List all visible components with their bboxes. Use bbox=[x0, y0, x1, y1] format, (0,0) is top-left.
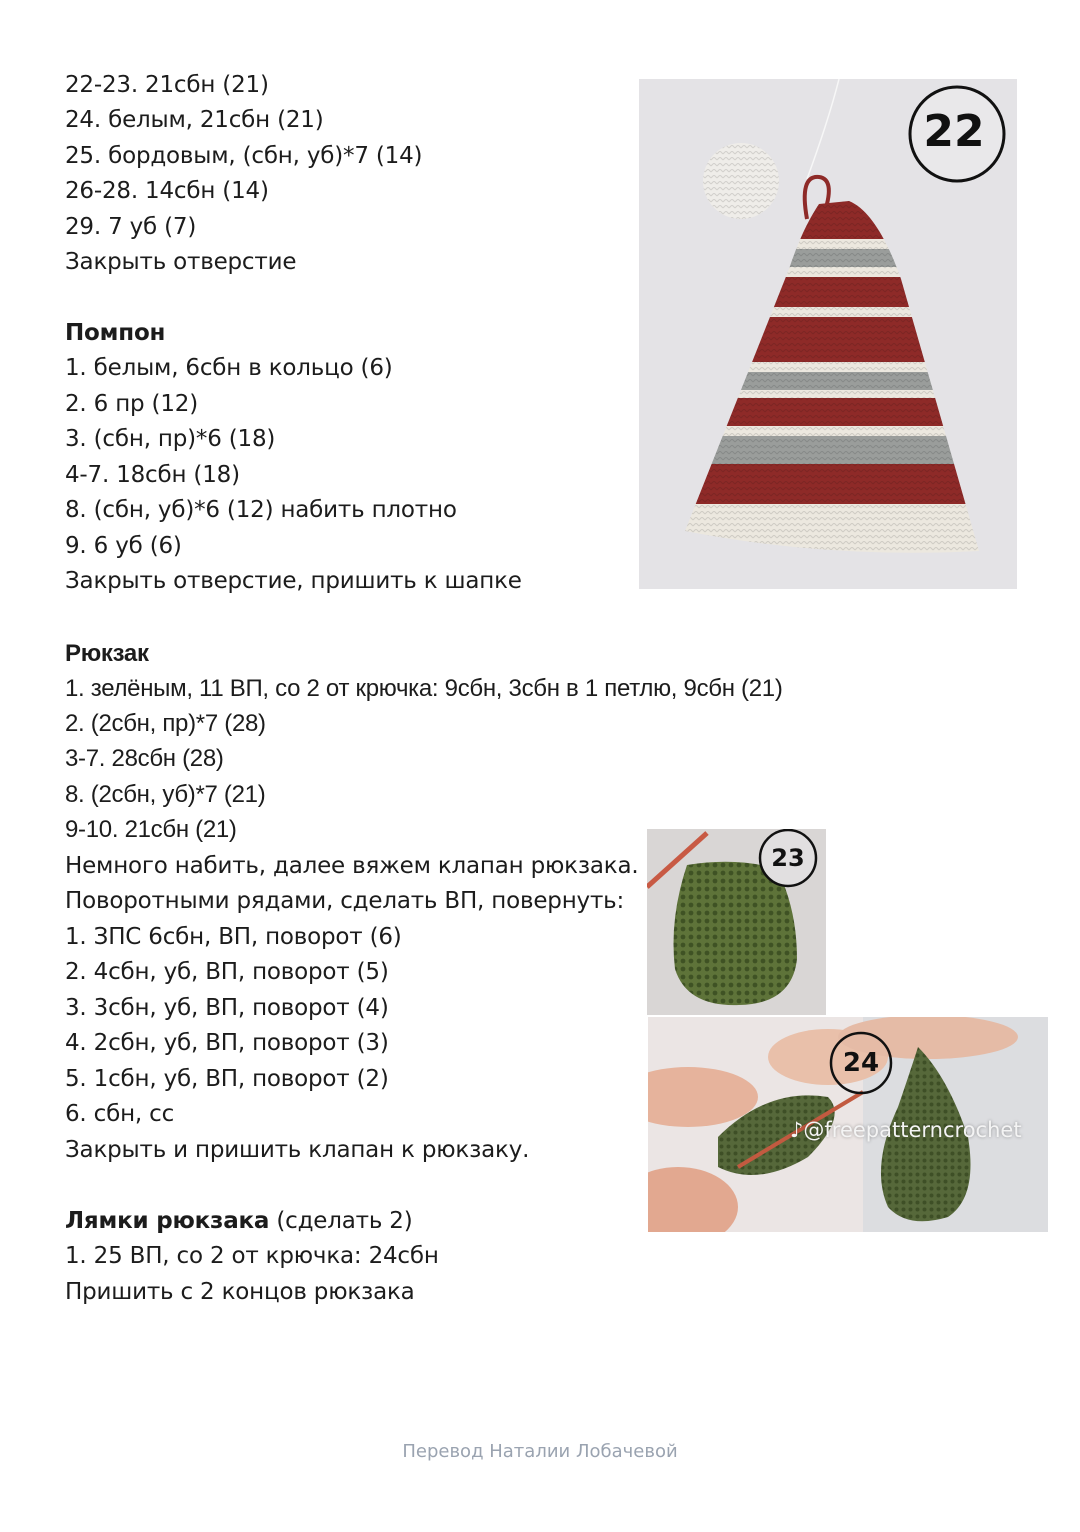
pattern-row: 29. 7 уб (7) bbox=[65, 214, 197, 240]
pattern-row: 1. зелёным, 11 ВП, со 2 от крючка: 9сбн, 3сбн в 1 петлю, 9сбн (21) bbox=[65, 675, 783, 702]
section-title-backpack: Рюкзак bbox=[65, 640, 149, 667]
section-title-pompom: Помпон bbox=[65, 320, 166, 346]
photo-backpack-flap bbox=[648, 1017, 1048, 1232]
pattern-row: 2. 6 пр (12) bbox=[65, 391, 198, 417]
pattern-row: 8. (сбн, уб)*6 (12) набить плотно bbox=[65, 497, 457, 523]
pattern-row: Закрыть отверстие, пришить к шапке bbox=[65, 568, 522, 594]
pattern-row: 1. ЗПС 6сбн, ВП, поворот (6) bbox=[65, 924, 402, 950]
pattern-row: 22-23. 21сбн (21) bbox=[65, 72, 269, 98]
pattern-row: 25. бордовым, (сбн, уб)*7 (14) bbox=[65, 143, 423, 169]
step-badge-23: 23 bbox=[771, 844, 805, 872]
pattern-row: 9-10. 21сбн (21) bbox=[65, 816, 237, 843]
pattern-row: 1. 25 ВП, со 2 от крючка: 24сбн bbox=[65, 1243, 439, 1269]
pattern-row: 26-28. 14сбн (14) bbox=[65, 178, 269, 204]
pattern-row: 1. белым, 6сбн в кольцо (6) bbox=[65, 355, 393, 381]
translator-credit: Перевод Наталии Лобачевой bbox=[402, 1441, 678, 1462]
pattern-row: Немного набить, далее вяжем клапан рюкзака. bbox=[65, 853, 639, 879]
pattern-row: Закрыть отверстие bbox=[65, 249, 297, 275]
step-badge-24: 24 bbox=[842, 1048, 880, 1078]
pattern-row: 4. 2сбн, уб, ВП, поворот (3) bbox=[65, 1030, 389, 1056]
step-badge-22: 22 bbox=[923, 105, 985, 157]
pattern-row: 4-7. 18сбн (18) bbox=[65, 462, 240, 488]
tiktok-watermark bbox=[790, 1118, 1022, 1142]
pattern-row: 9. 6 уб (6) bbox=[65, 533, 182, 559]
photo-hat bbox=[639, 79, 1017, 589]
pattern-row: Поворотными рядами, сделать ВП, повернуть: bbox=[65, 888, 625, 914]
tiktok-icon: ♪ bbox=[790, 1118, 804, 1142]
pattern-row: 2. 4сбн, уб, ВП, поворот (5) bbox=[65, 959, 389, 985]
pattern-row: 8. (2сбн, уб)*7 (21) bbox=[65, 781, 266, 808]
straps-title-suffix: (сделать 2) bbox=[269, 1208, 413, 1234]
pattern-row: 5. 1сбн, уб, ВП, поворот (2) bbox=[65, 1066, 389, 1092]
pattern-row: Закрыть и пришить клапан к рюкзаку. bbox=[65, 1137, 530, 1163]
watermark-handle: @freepatterncrochet bbox=[803, 1118, 1022, 1142]
pattern-row: 3. (сбн, пр)*6 (18) bbox=[65, 426, 276, 452]
pattern-row: Пришить с 2 концов рюкзака bbox=[65, 1279, 415, 1305]
pattern-row: 2. (2сбн, пр)*7 (28) bbox=[65, 710, 266, 737]
pattern-row: 6. сбн, сс bbox=[65, 1101, 175, 1127]
pattern-row: 3-7. 28сбн (28) bbox=[65, 745, 224, 772]
pattern-row: 3. 3сбн, уб, ВП, поворот (4) bbox=[65, 995, 389, 1021]
section-title-straps bbox=[65, 1206, 413, 1236]
straps-title: Лямки рюкзака bbox=[65, 1208, 270, 1234]
pattern-row: 24. белым, 21сбн (21) bbox=[65, 107, 324, 133]
photo-backpack-body bbox=[647, 829, 826, 1015]
